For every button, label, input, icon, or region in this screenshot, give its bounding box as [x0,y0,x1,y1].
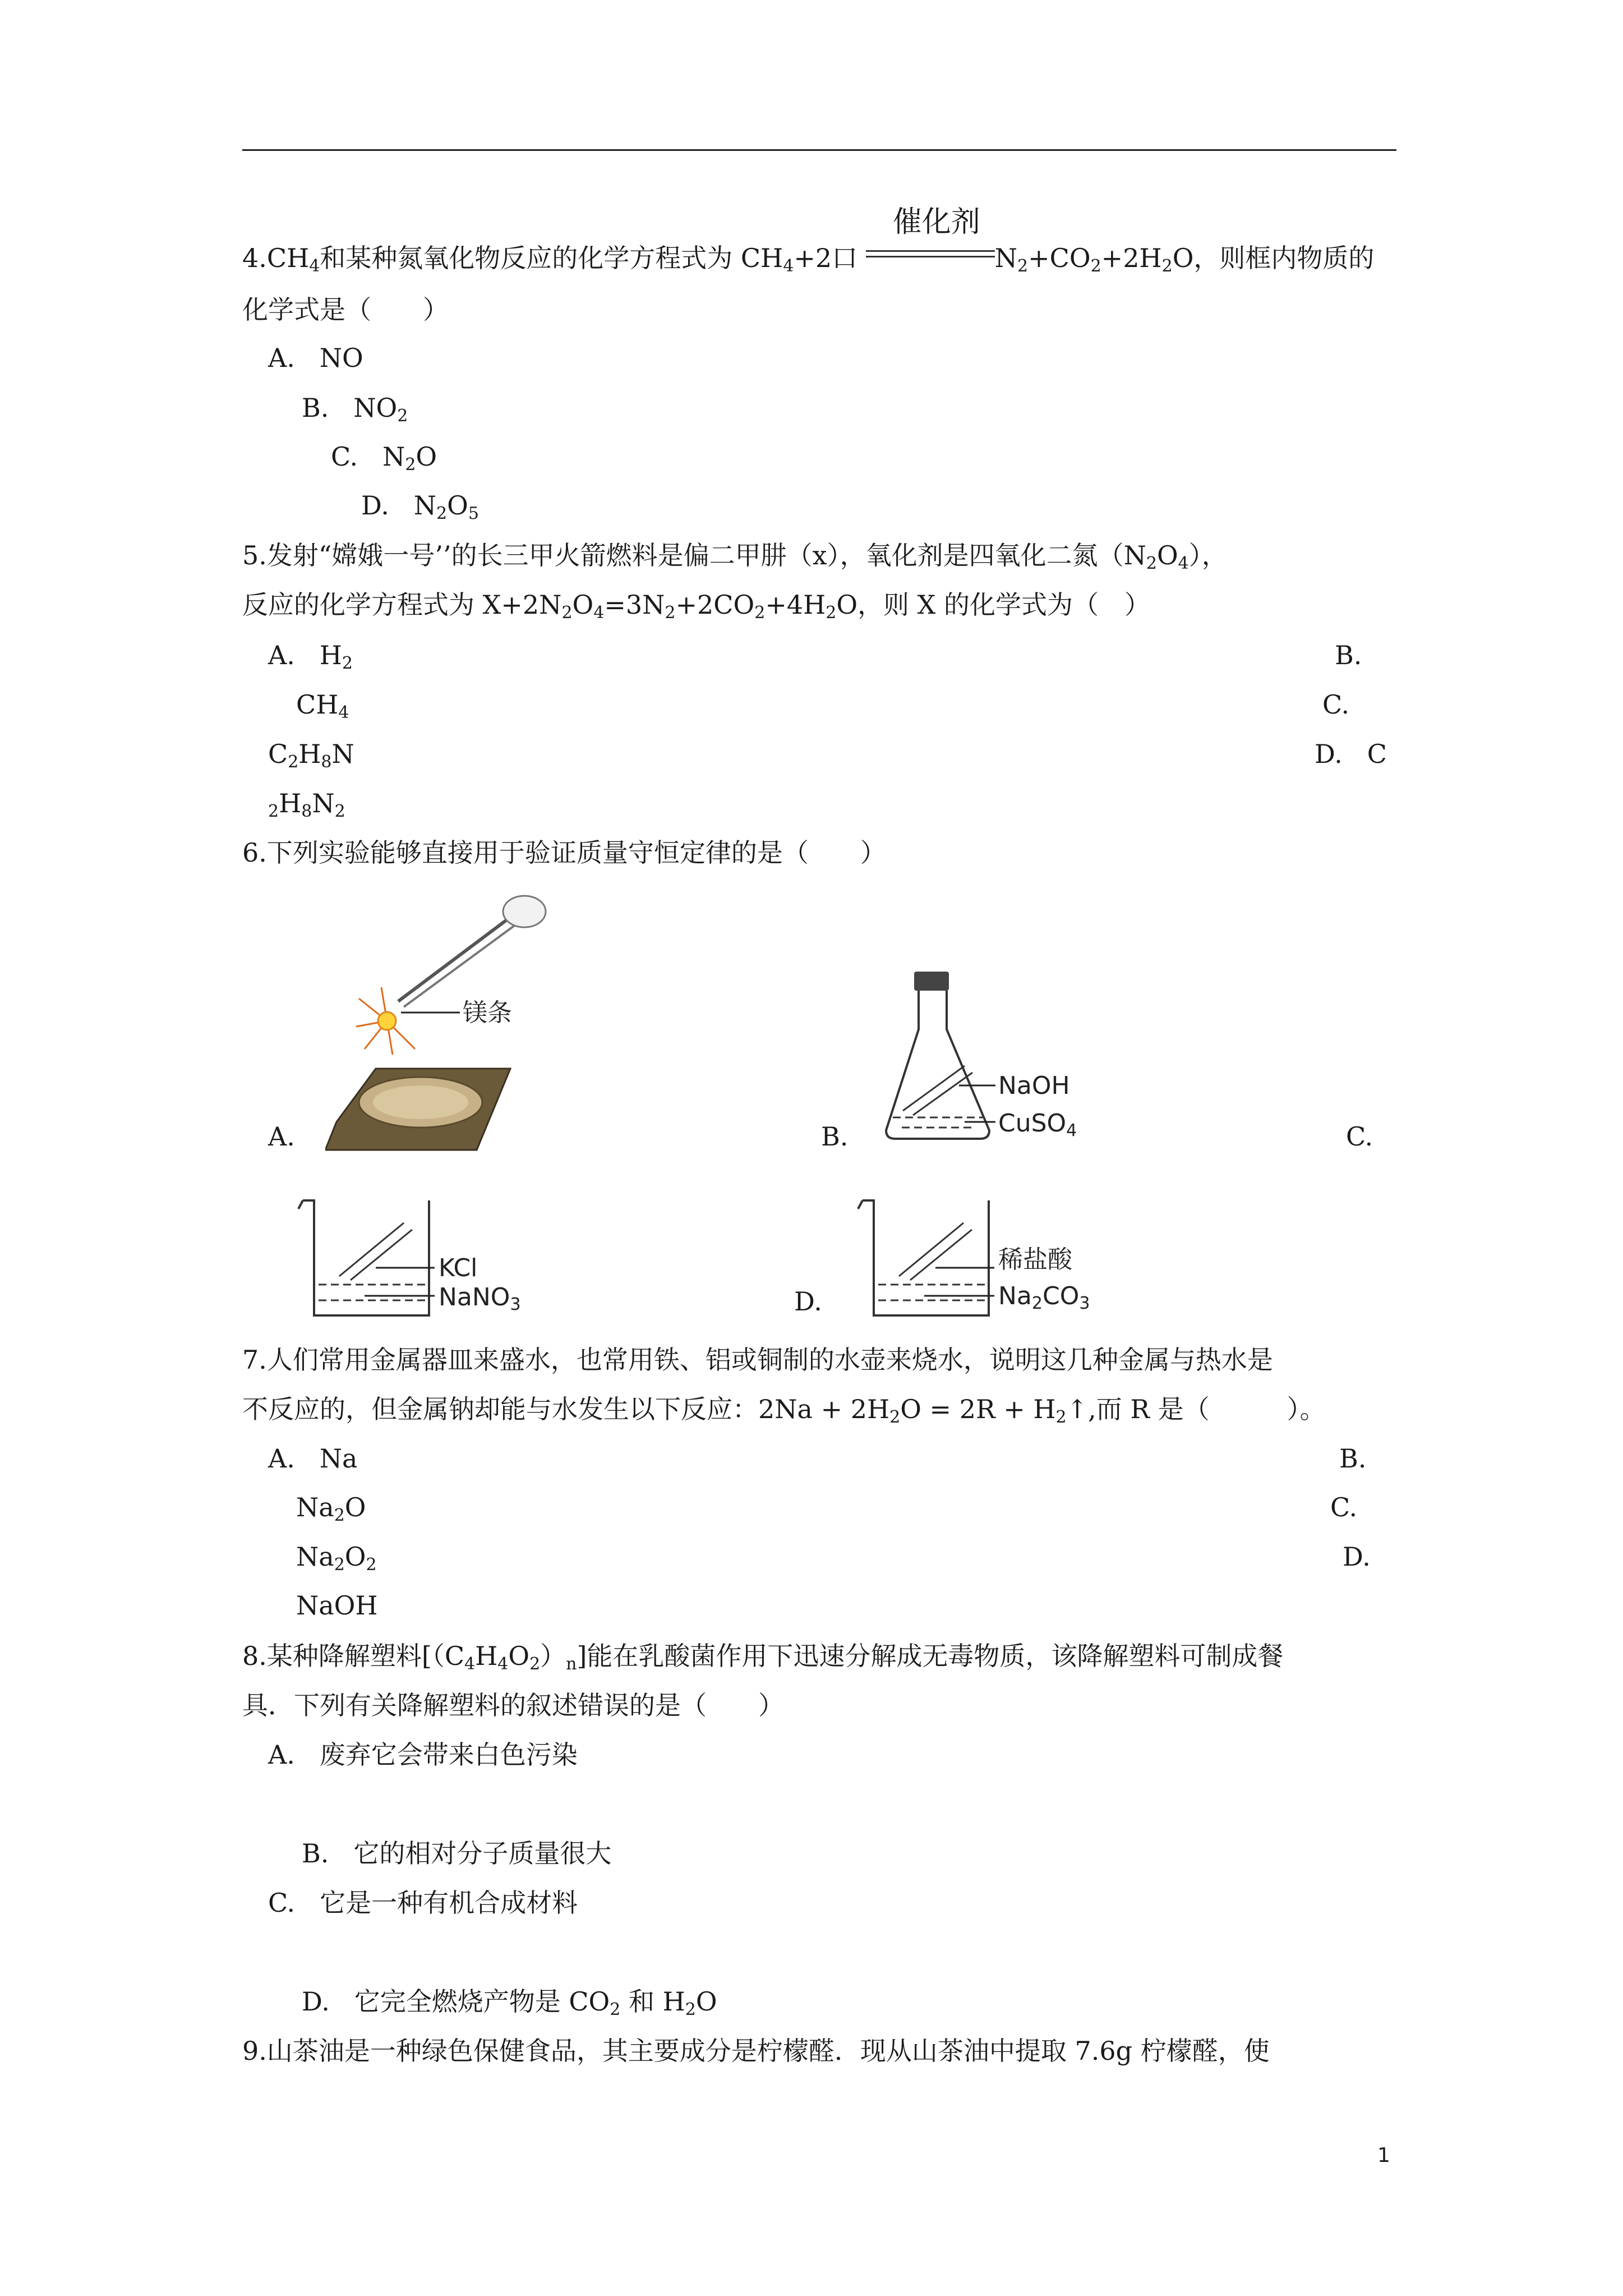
header-rule [242,149,1396,151]
q8-option-d[interactable]: D. 它完全燃烧产物是 $CO_2$ 和 $H_2O$ [302,1986,717,2019]
q7-option-d-letter[interactable]: D. [1343,1542,1371,1572]
q4-line1: $4.CH_4$和某种氮氧化物反应的化学方程式为 $CH_4+2$口 催化剂 $N_2+CO_2+2H_2O$，则框内物质的 [242,205,1375,276]
q8-line1: 8.某种降解塑料$[(C_4H_4O_2)_n]$能在乳酸菌作用下迅速分解成无毒物质，该降解塑料可制成餐 [242,1641,1284,1674]
page-number: 1 [1377,2144,1390,2167]
q6-option-a[interactable]: A. [268,1121,295,1152]
q7-line1: 7.人们常用金属器皿来盛水，也常用铁、铝或铜制的水壶来烧水，说明这几种金属与热水是 [242,1345,1273,1375]
fig-d-label-hcl: 稀盐酸 [998,1245,1072,1274]
fig-d-label-na2co3: Na2CO3 [998,1282,1090,1313]
q4-option-b[interactable]: B. $NO_2$ [302,393,408,426]
q7-option-c-letter[interactable]: C. [1330,1492,1358,1522]
q5-line1: 5.发射“嫦娥一号’’的长三甲火箭燃料是偏二甲肼（x），氧化剂是四氧化二氮$(N_2O_4)$， [242,540,1228,573]
figure-a-magnesium [325,886,594,1156]
q5-option-b-letter[interactable]: B. [1335,640,1362,670]
figure-b-flask [880,970,1172,1161]
q7-line2: 不反应的，但金属钠却能与水发生以下反应：$2Na + 2H_2O = 2R$ + $H_2↑$,而 R 是（ ）。 [242,1394,1326,1427]
fig-b-label-naoh: NaOH [998,1071,1070,1100]
catalyst-label: 催化剂 [892,205,980,239]
q6-option-b[interactable]: B. [821,1121,849,1152]
fig-c-label-nano3: NaNO3 [439,1283,521,1314]
figure-d-beaker [851,1189,1132,1324]
q7-option-d-formula: NaOH [296,1590,378,1621]
q7-option-c-formula: $Na_2O_2$ [296,1542,377,1575]
fig-c-label-kcl: KCl [439,1254,478,1282]
fig-b-label-cuso4: CuSO4 [998,1109,1077,1140]
q6-stem: 6.下列实验能够直接用于验证质量守恒定律的是（ ） [242,838,886,868]
q8-line2: 具．下列有关降解塑料的叙述错误的是（ ） [242,1690,784,1720]
q6-option-d[interactable]: D. [794,1286,822,1317]
q8-option-b[interactable]: B. 它的相对分子质量很大 [302,1838,612,1869]
q7-option-a[interactable]: A. Na [268,1443,358,1474]
q4-option-c[interactable]: C. $N_2O$ [331,441,437,475]
catalyst-arrow [866,205,995,275]
q7-option-b-formula: $Na_2O$ [296,1492,366,1525]
q6-option-c[interactable]: C. [1346,1121,1373,1152]
q5-option-c-letter[interactable]: C. [1322,689,1350,720]
answer-box: 口 [832,243,858,273]
q5-option-b-formula: $CH_4$ [296,689,349,723]
q5-line2: 反应的化学方程式为 $X+2N_2O_4=3N_2+2CO_2+4H_2O$，则 X 的化学式为（ ） [242,590,1151,623]
q4-line2: 化学式是（ ） [242,295,449,325]
q8-option-a[interactable]: A. 废弃它会带来白色污染 [268,1740,578,1770]
q4-option-d[interactable]: D. $N_2O_5$ [361,490,479,523]
q7-option-b-letter[interactable]: B. [1339,1443,1367,1474]
q4-option-a[interactable]: A. NO [268,343,363,373]
q5-option-c-formula: $C_2H_8N$ [268,739,354,772]
figure-c-beaker [292,1189,572,1324]
q9-line1: 9.山茶油是一种绿色保健食品，其主要成分是柠檬醛．现从山茶油中提取 7.6g 柠檬醛，使 [242,2036,1270,2066]
q5-option-d-formula: $_2H_8N_2$ [268,788,345,821]
q8-option-c[interactable]: C. 它是一种有机合成材料 [268,1888,578,1918]
fig-a-label: 镁条 [463,999,512,1027]
q5-option-d-letter[interactable]: D. C [1315,739,1387,769]
q5-option-a[interactable]: A. $H_2$ [268,640,353,673]
